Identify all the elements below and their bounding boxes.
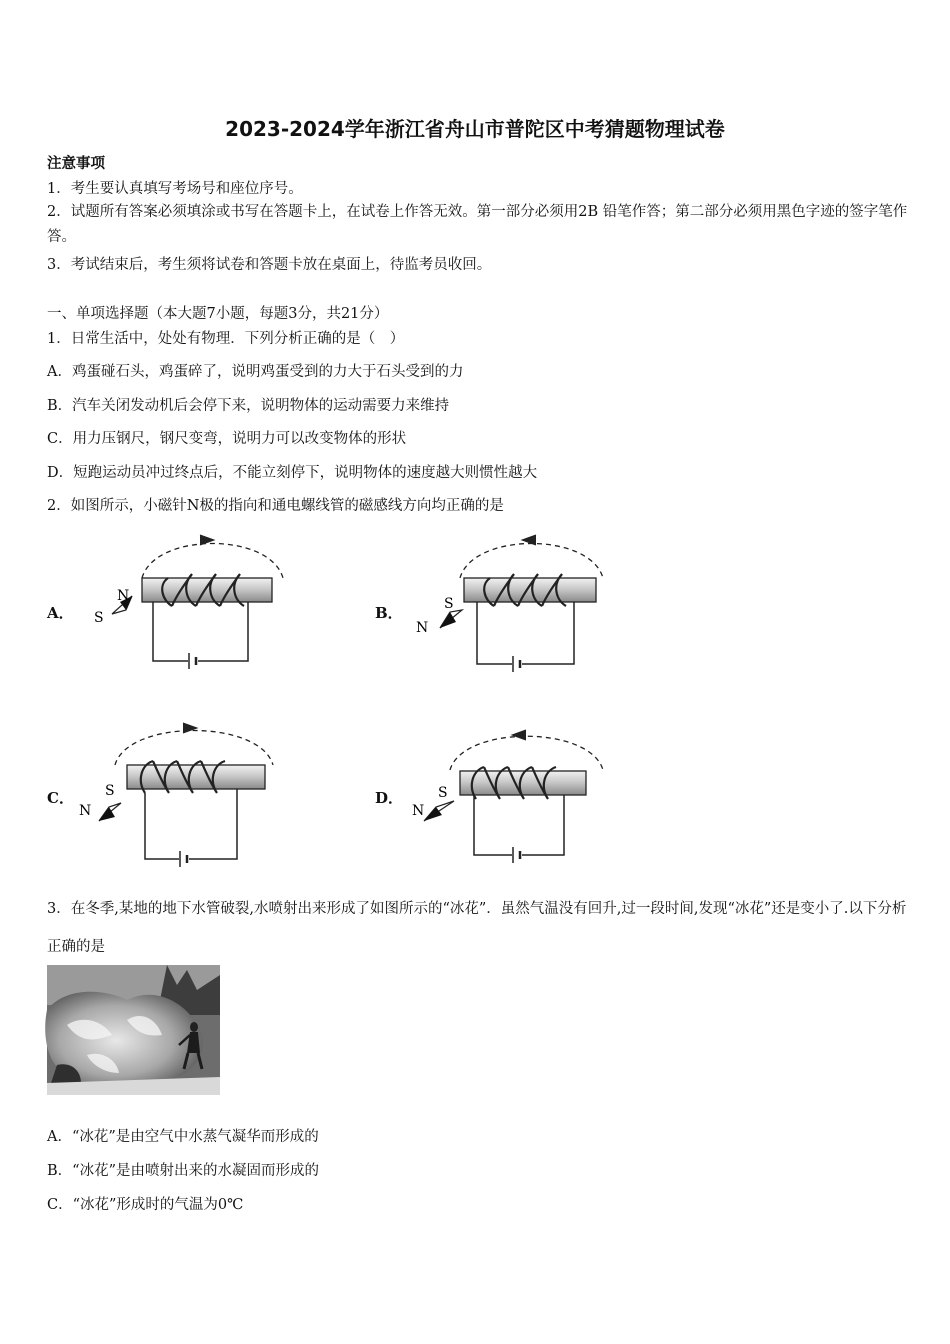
- needle-n-label: N: [416, 620, 429, 636]
- needle-s-label: S: [94, 610, 104, 626]
- section-heading: 一、单项选择题（本大题7小题，每题3分，共21分）: [47, 306, 389, 322]
- figure-c-label[interactable]: C．: [47, 789, 74, 807]
- notice-item-3: 3．考试结束后，考生须将试卷和答题卡放在桌面上，待监考员收回。: [47, 257, 492, 273]
- question-3-stem: 3．在冬季,某地的地下水管破裂,水喷射出来形成了如图所示的“冰花”．虽然气温没有回升,过一段时间,发现“冰花”还是变小了.以下分析正确的是: [47, 901, 907, 955]
- needle-n-label: N: [412, 803, 425, 819]
- figure-a-label[interactable]: A．: [47, 604, 74, 622]
- question-2-stem: 2．如图所示，小磁针N极的指向和通电螺线管的磁感线方向均正确的是: [47, 498, 504, 514]
- page-title: 2023-2024学年浙江省舟山市普陀区中考猜题物理试卷: [225, 117, 725, 141]
- question-3-option-c[interactable]: C．“冰花”形成时的气温为0℃: [47, 1197, 244, 1213]
- needle-s-label: S: [444, 596, 454, 612]
- question-1-option-b[interactable]: B．汽车关闭发动机后会停下来，说明物体的运动需要力来维持: [47, 398, 450, 414]
- question-1-option-a[interactable]: A．鸡蛋碰石头，鸡蛋碎了，说明鸡蛋受到的力大于石头受到的力: [47, 364, 464, 380]
- needle-s-label: S: [105, 783, 115, 799]
- needle-n-label: N: [79, 803, 92, 819]
- notice-item-1: 1．考生要认真填写考场号和座位序号。: [47, 181, 303, 197]
- question-3-option-b[interactable]: B．“冰花”是由喷射出来的水凝固而形成的: [47, 1163, 319, 1179]
- figure-b-label[interactable]: B．: [375, 604, 403, 622]
- solenoid-figure-b: [400, 530, 630, 670]
- question-1-option-d[interactable]: D．短跑运动员冲过终点后，不能立刻停下，说明物体的速度越大则惯性越大: [47, 465, 538, 481]
- solenoid-figure-d: [400, 715, 630, 865]
- solenoid-figure-c: [75, 715, 305, 865]
- needle-s-label: S: [438, 785, 448, 801]
- notice-heading: 注意事项: [47, 155, 105, 172]
- solenoid-figure-a: [80, 530, 310, 670]
- question-1-stem: 1．日常生活中，处处有物理．下列分析正确的是（ ）: [47, 331, 405, 347]
- needle-n-label: N: [117, 588, 130, 604]
- question-1-option-c[interactable]: C．用力压钢尺，钢尺变弯，说明力可以改变物体的形状: [47, 431, 407, 447]
- ice-flower-photo: [47, 965, 220, 1095]
- question-3-option-a[interactable]: A．“冰花”是由空气中水蒸气凝华而形成的: [47, 1129, 319, 1145]
- figure-d-label[interactable]: D．: [375, 789, 404, 807]
- notice-item-2: 2．试题所有答案必须填涂或书写在答题卡上，在试卷上作答无效。第一部分必须用2B 铅笔作答；第二部分必须用黑色字迹的签字笔作答。: [47, 204, 908, 245]
